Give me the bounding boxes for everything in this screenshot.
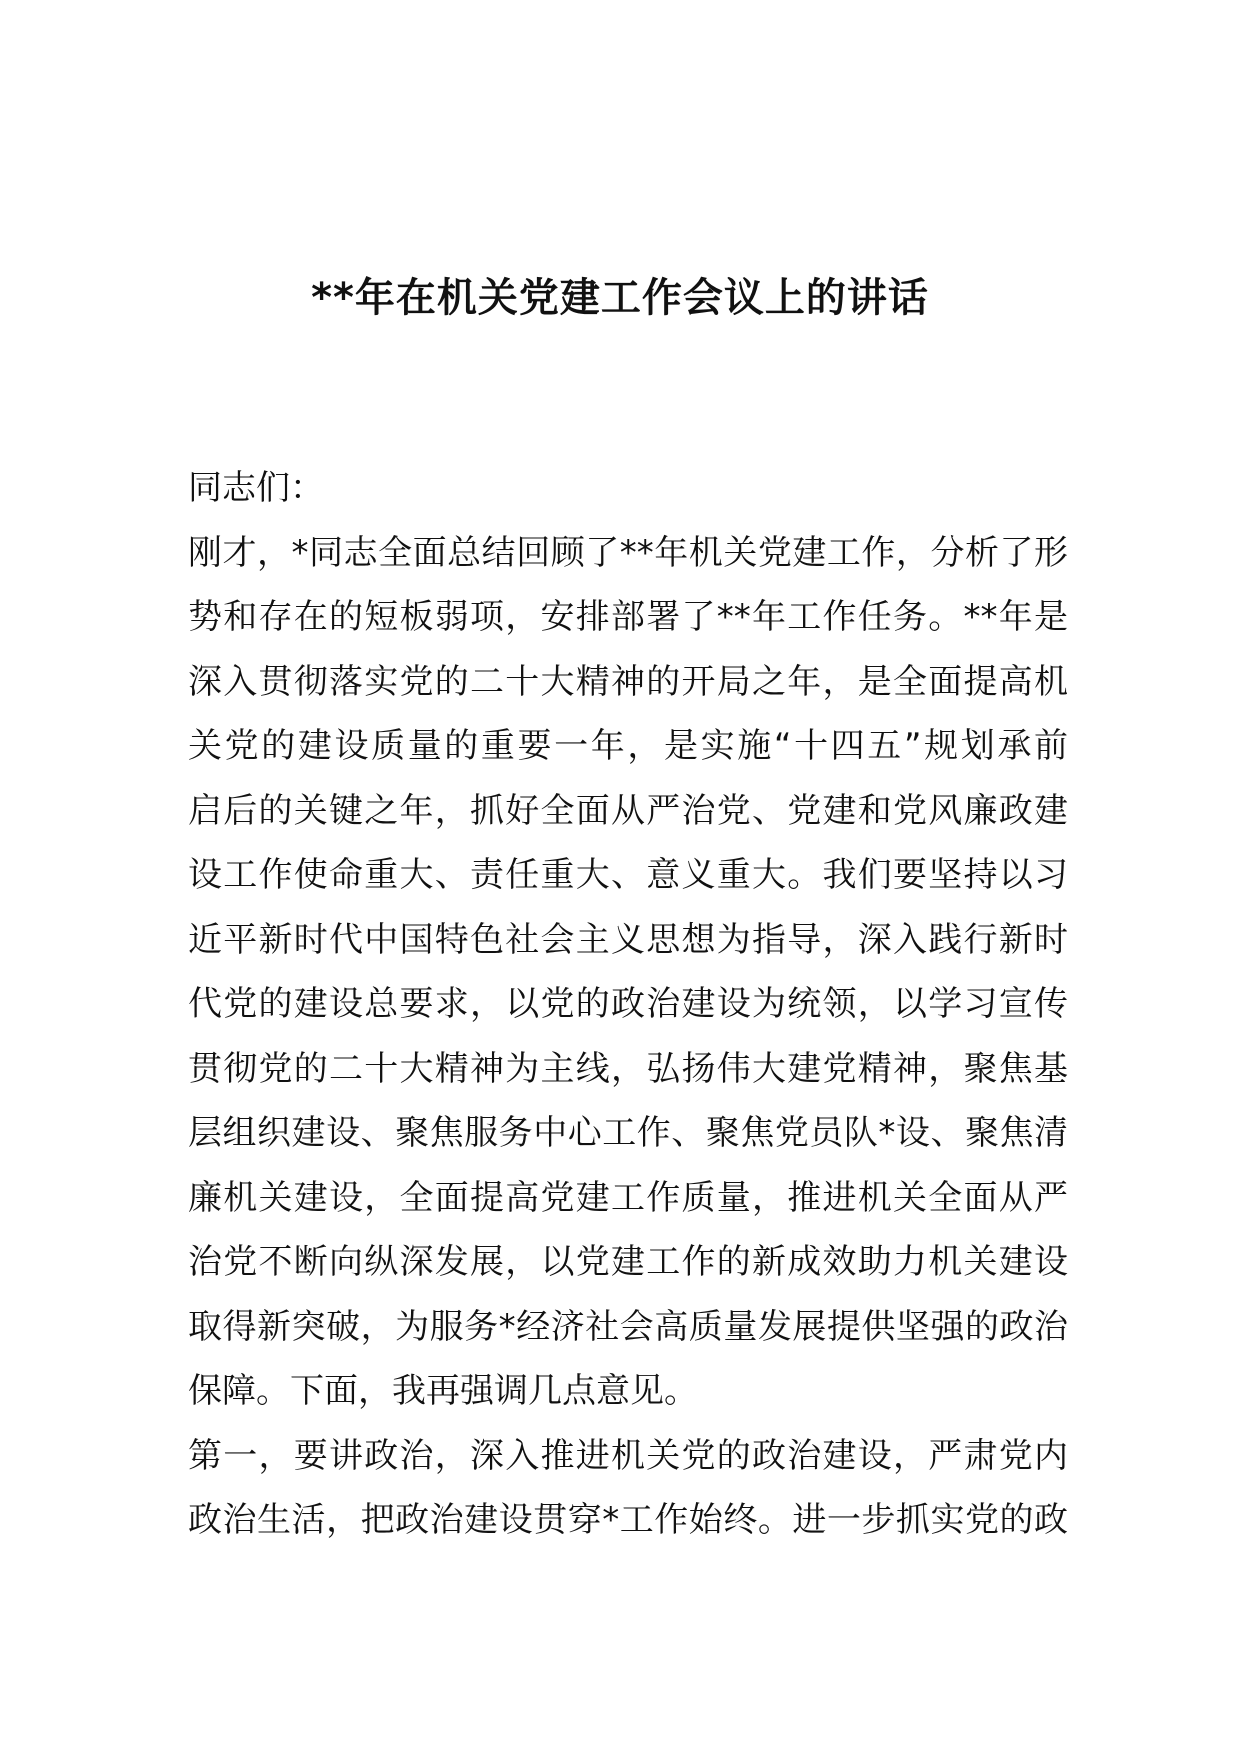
paragraph-line: 贯彻党的二十大精神为主线，弘扬伟大建党精神，聚焦基 <box>188 1048 1068 1089</box>
paragraph-line: 启后的关键之年，抓好全面从严治党、党建和党风廉政建 <box>188 790 1068 831</box>
paragraph-line: 政治生活，把政治建设贯穿*工作始终。进一步抓实党的政 <box>188 1500 1068 1540</box>
paragraph-line: 近平新时代中国特色社会主义思想为指导，深入践行新时 <box>188 919 1068 960</box>
paragraph-last-line: 保障。下面，我再强调几点意见。 <box>188 1371 698 1411</box>
document-title: **年在机关党建工作会议上的讲话 <box>311 275 929 321</box>
paragraph-line: 取得新突破，为服务*经济社会高质量发展提供坚强的政治 <box>188 1306 1068 1347</box>
paragraph-line: 关党的建设质量的重要一年，是实施“十四五”规划承前 <box>188 726 1068 766</box>
paragraph-line: 深入贯彻落实党的二十大精神的开局之年，是全面提高机 <box>188 661 1068 702</box>
paragraph-line: 刚才，*同志全面总结回顾了**年机关党建工作，分析了形 <box>188 532 1068 573</box>
paragraph-line: 势和存在的短板弱项，安排部署了**年工作任务。**年是 <box>188 597 1068 637</box>
paragraph-line: 代党的建设总要求，以党的政治建设为统领，以学习宣传 <box>188 984 1068 1024</box>
paragraph-line: 层组织建设、聚焦服务中心工作、聚焦党员队*设、聚焦清 <box>188 1113 1068 1153</box>
paragraph-line: 第一，要讲政治，深入推进机关党的政治建设，严肃党内 <box>188 1435 1068 1476</box>
paragraph-line: 设工作使命重大、责任重大、意义重大。我们要坚持以习 <box>188 855 1068 895</box>
document-body <box>188 456 1068 1553</box>
paragraph-line: 治党不断向纵深发展，以党建工作的新成效助力机关建设 <box>188 1242 1068 1282</box>
paragraph-line: 廉机关建设，全面提高党建工作质量，推进机关全面从严 <box>188 1177 1068 1218</box>
salutation-line: 同志们： <box>188 468 324 508</box>
